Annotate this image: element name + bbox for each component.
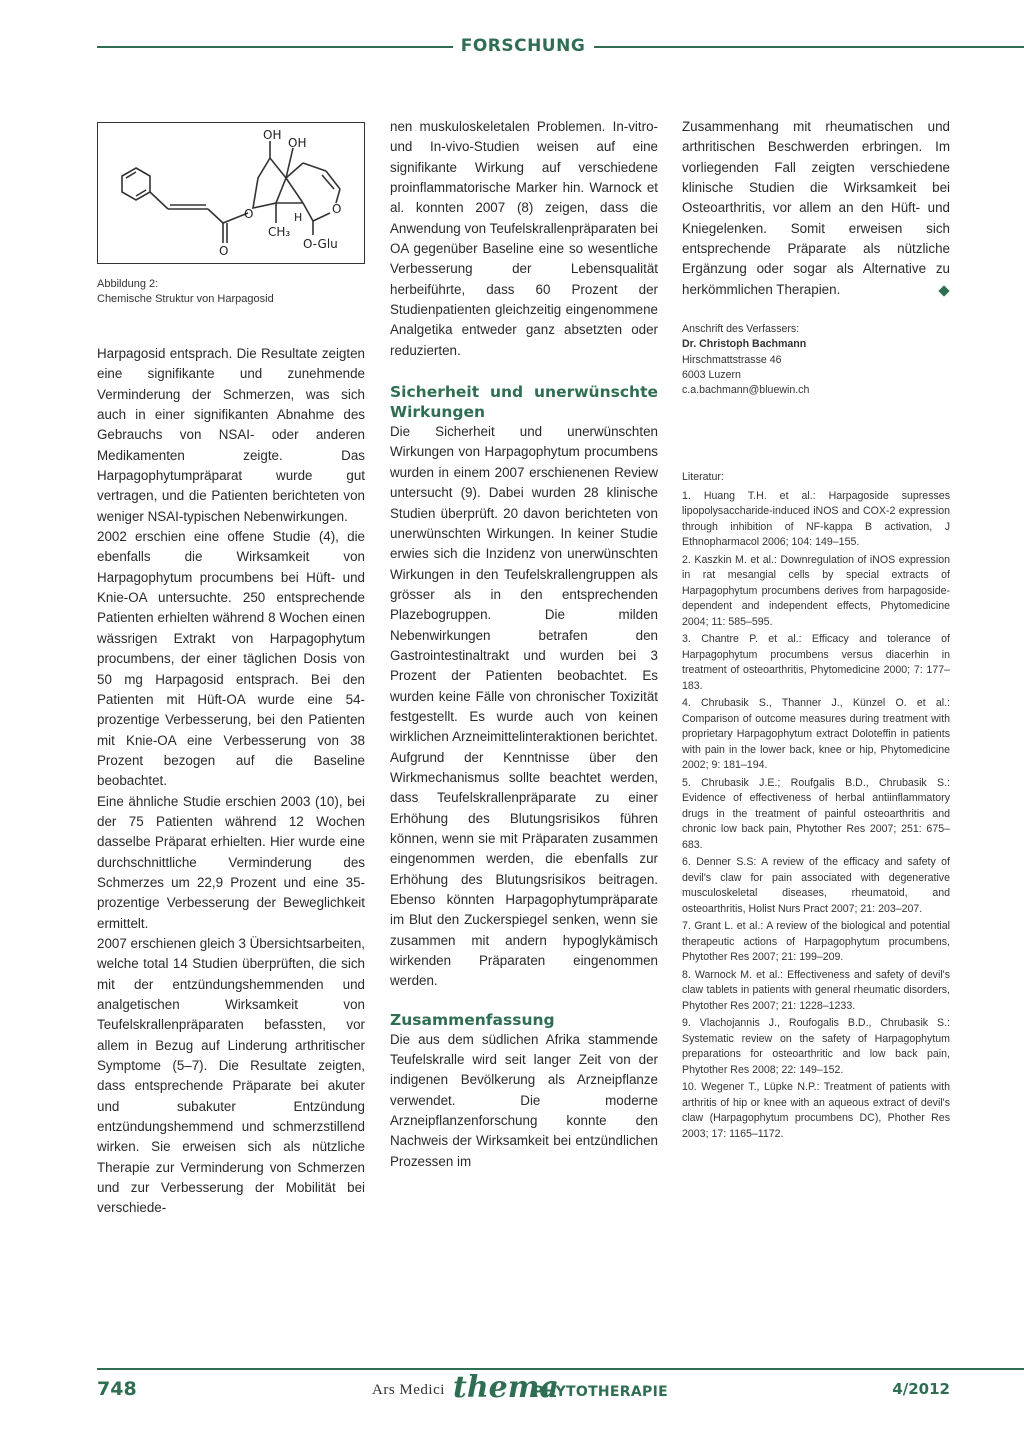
- figure-caption: [97, 277, 274, 307]
- author-name: Dr. Christoph Bachmann: [682, 338, 807, 351]
- reference-item: 1. Huang T.H. et al.: Harpagoside supresses lipopolysaccharide-induced iNOS and COX-2 expression through inhibition of NF-kappa B activation, J Ethnopharmacol 2006; 104: 149–155.: [682, 489, 950, 548]
- section-title: FORSCHUNG: [460, 36, 586, 56]
- atom-label-ester-oxygen: O: [244, 207, 254, 221]
- atom-label-oh-2: OH: [288, 136, 307, 150]
- column-1: [97, 344, 365, 1219]
- atom-label-ring-oxygen: O: [332, 202, 342, 216]
- heading-safety: Sicherheit und unerwünschte Wirkungen: [390, 383, 658, 422]
- end-of-article-diamond-icon: [938, 285, 949, 296]
- topic-label: PHYTOTHERAPIE: [533, 1384, 668, 1400]
- reference-item: 9. Vlachojannis J., Roufogalis B.D., Chrubasik S.: Systematic review on the safety of Harpagophytum preparations for osteoarthritic and low back pain, Phytother Res 2008; 22: 149–152.: [682, 1017, 950, 1076]
- reference-item: 6. Denner S.S: A review of the efficacy and safety of devil's claw for pain associated with degenerative musculoskeletal diseases, rheumatoid, and osteoarthritis, Holist Nurs Pract 2007; 21: 203–207.: [682, 856, 950, 915]
- atom-label-oh-1: OH: [263, 128, 282, 142]
- atom-label-ch3: CH₃: [268, 225, 291, 239]
- col1-paragraph-3: Eine ähnliche Studie erschien 2003 (10), bei der 75 Patienten während 12 Wochen dasselbe Präparat erhielten. Hier wurde eine durchschnittliche Verminderung des Schmerzes um 22,9 Prozent und eine 35-prozentige Verbesserung der Beweglichkeit ermittelt.: [97, 793, 365, 931]
- literature-list: [682, 470, 950, 1144]
- reference-item: 7. Grant L. et al.: A review of the biological and potential therapeutic actions of Harpagophytum procumbens, Phytother Res 2007; 21: 199–209.: [682, 920, 950, 963]
- col2-paragraph-1: nen muskuloskeletalen Problemen. In-vitro- und In-vivo-Studien weisen auf eine signifikante Wirkung auf verschiedene proinflammatorische Marker hin. Warnock et al. konnten 2007 (8) zeigen, dass die Anwendung von Teufelskrallenpräparaten bei OA gegenüber Baseline eine so wesentliche Verbesserung der Lebensqualität herbeiführte, dass 60 Prozent der Studienpatienten gleichzeitig eingenommene Analgetika entweder ganz absetzten oder reduzierten.: [390, 119, 658, 358]
- atom-label-h: H: [294, 211, 303, 224]
- address-street: Hirschmattstrasse 46: [682, 353, 782, 366]
- reference-item: 4. Chrubasik S., Thanner J., Künzel O. et al.: Comparison of outcome measures during treatment with proprietary Harpagophytum extract Doloteffin in patients with pain in the lower back, knee or hip, Phytomedicine 2002; 9: 181–194.: [682, 697, 950, 771]
- figure-caption-label: Abbildung 2:: [97, 278, 159, 290]
- literature-heading: Literatur:: [682, 471, 724, 483]
- col1-paragraph-4: 2007 erschienen gleich 3 Übersichtsarbeiten, welche total 14 Studien überprüften, die sich mit der entzündungshemmenden und analgetischen Wirksamkeit von Teufelskrallenpräparaten befassten, vor allem in Bezug auf Linderung arthritischer Symptome (5–7). Die Resultate zeigten, dass entsprechende Präparate bei akuter und subakuter Entzündung entzündungshemmend und schmerzstillend wirken. Sie erweisen sich als nützliche Therapie zur Verminderung von Schmerzen und zur Verbesserung der Mobilität bei verschiede-: [97, 935, 365, 1216]
- author-address: [682, 322, 809, 398]
- figure-caption-text: Chemische Struktur von Harpagosid: [97, 293, 274, 305]
- col2-paragraph-3: Die aus dem südlichen Afrika stammende Teufelskralle wird seit langer Zeit von der indigenen Bevölkerung als Arzneipflanze verwendet. Die moderne Arzneipflanzenforschung konnte den Nachweis der Wirksamkeit bei entzündlichen Prozessen im: [390, 1031, 658, 1169]
- reference-item: 8. Warnock M. et al.: Effectiveness and safety of devil's claw tablets in patients with general rheumatic disorders, Phytother Res 2007; 21: 1228–1233.: [682, 968, 950, 1012]
- page-number: 748: [97, 1378, 137, 1400]
- column-2: [390, 117, 658, 1172]
- reference-item: 5. Chrubasik J.E.; Roufgalis B.D., Chrubasik S.: Evidence of effectiveness of herbal antiinflammatory drugs in the treatment of painful osteoarthritis and chronic low back pain, Phytother Res 2007; 251: 675–683.: [682, 776, 950, 851]
- col2-paragraph-2: Die Sicherheit und unerwünschten Wirkungen von Harpagophytum procumbens wurden in einem 2007 erschienenen Review untersucht (9). Dabei wurden 28 klinische Studien überprüft. 20 davon berichteten von unerwünschten Wirkungen. In keiner Studie erwies sich die Inzidenz von unerwünschten Wirkungen in den Teufelskrallengruppen als grösser als in den entsprechenden Plazebogruppen. Die milden Nebenwirkungen betrafen den Gastrointestinaltrakt und wurden bei 3 Prozent der Patienten beobachtet. Es wurden keine Fälle von chronischer Toxizität festgestellt. Es wurde auch von keinen wirklichen Arzneimittelinteraktionen berichtet. Aufgrund der Kenntnisse über den Wirkmechanismus sollte beachtet werden, dass Teufelskrallenpräparate zu einer Erhöhung des Blutungsrisikos führen können, wenn sie mit Präparaten zusammen eingenommen werden, die ebenfalls zur Erhöhung des Blutungsrisikos beitragen. Ebenso könnten Harpagophytumpräparate im Blut den Zuckerspiegel senken, wenn sie zusammen mit andern hypoglykämisch wirkenden Präparaten eingenommen werden.: [390, 424, 658, 989]
- harpagoside-structure-drawing: [98, 123, 363, 262]
- col1-paragraph-2: 2002 erschien eine offene Studie (4), die ebenfalls die Wirksamkeit von Harpagophytum procumbens bei Hüft- und Knie-OA untersuchte. 250 entsprechende Patienten erhielten während 8 Wochen einen wässrigen Extrakt von Harpagophytum procumbens, der einer täglichen Dosis von 50 mg Harpagosid entsprach. Bei den Patienten mit Hüft-OA wurde eine 54-prozentige Verbesserung, bei den Patienten mit Knie-OA eine Verbesserung von 38 Prozent bezogen auf die Baseline beobachtet.: [97, 529, 365, 789]
- atom-label-o-glu: O-Glu: [303, 237, 338, 251]
- reference-item: 3. Chantre P. et al.: Efficacy and tolerance of Harpagophytum procumbens versus diacerhin in treatment of osteoarthritis, Phytomedicine 2000; 7: 177–183.: [682, 633, 950, 692]
- column-3: [682, 117, 950, 300]
- header-rule-left: [97, 46, 453, 48]
- chemical-structure-figure: [97, 122, 365, 264]
- footer-rule: [97, 1368, 1024, 1370]
- author-email: c.a.bachmann@bluewin.ch: [682, 384, 810, 397]
- col3-paragraph-1-text: Zusammenhang mit rheumatischen und arthritischen Beschwerden erbringen. Im vorliegenden Fall zeigten verschiedene klinische Studien die Wirksamkeit bei Osteoarthritis, vor allem an den Hüft- und Kniegelenken. Somit erweisen sich entsprechende Präparate als nützliche Ergänzung oder sogar als Alternative zu herkömmlichen Therapien.: [682, 119, 950, 297]
- address-label: Anschrift des Verfassers:: [682, 323, 800, 335]
- reference-item: 10. Wegener T., Lüpke N.P.: Treatment of patients with arthritis of hip or knee with an aqueous extract of devil's claw (Harpagophytum procumbens DC), Phother Res 2003; 17: 1165–1172.: [682, 1081, 950, 1140]
- address-city: 6003 Luzern: [682, 368, 741, 381]
- issue-number: 4/2012: [892, 1380, 950, 1398]
- col3-paragraph-1: [682, 117, 950, 300]
- heading-summary: Zusammenfassung: [390, 1010, 555, 1029]
- atom-label-carbonyl-oxygen: O: [219, 244, 229, 258]
- reference-item: 2. Kaszkin M. et al.: Downregulation of iNOS expression in rat mesangial cells by special extracts of Harpagophytum procumbens derives from harpagoside-dependent and independent effects, Phytomedicine 2004; 11: 585–595.: [682, 553, 950, 628]
- col1-paragraph-1: Harpagosid entsprach. Die Resultate zeigten eine signifikante und zunehmende Verminderung der Schmerzen, was sich auch in einer signifikanten Abnahme des Gebrauchs von NSAI- oder anderen Medikamenten zeigte. Das Harpagophytumpräparat wurde gut vertragen, und die Patienten berichteten von weniger NSAI-typischen Nebenwirkungen.: [97, 346, 365, 524]
- brand-script-logo: thema: [453, 1370, 559, 1405]
- brand-name: Ars Medici: [372, 1382, 445, 1398]
- header-rule-right: [594, 46, 1024, 48]
